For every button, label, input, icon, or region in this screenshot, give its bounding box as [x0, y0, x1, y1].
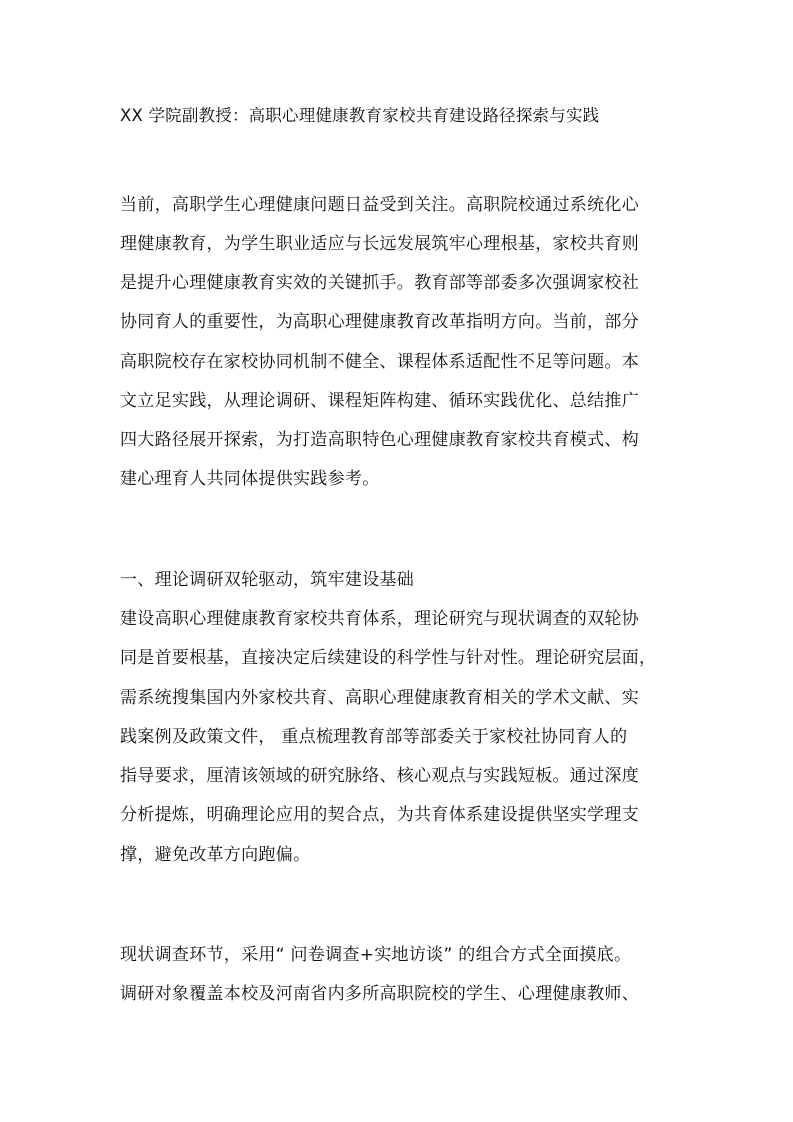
text-line: 践案例及政策文件， 重点梳理教育部等部委关于家校社协同育人的 [120, 727, 628, 747]
text-line: 理健康教育，为学生职业适应与长远发展筑牢心理根基，家校共育则 [120, 234, 639, 254]
text-line: 四大路径展开探索，为打造高职特色心理健康教育家校共育模式、构 [120, 430, 639, 450]
document-title: XX 学院副教授：高职心理健康教育家校共育建设路径探索与实践 [120, 106, 600, 125]
text-line: 分析提炼，明确理论应用的契合点，为共育体系建设提供坚实学理支 [120, 805, 639, 825]
text-line: 建设高职心理健康教育家校共育体系，理论研究与现状调查的双轮协 [120, 609, 639, 629]
text-line: 文立足实践，从理论调研、课程矩阵构建、循环实践优化、总结推广 [120, 391, 639, 411]
text-line: 需系统搜集国内外家校共育、高职心理健康教育相关的学术文献、实 [120, 688, 639, 708]
section-heading: 一、理论调研双轮驱动，筑牢建设基础 [120, 570, 415, 590]
text-line: 高职院校存在家校协同机制不健全、课程体系适配性不足等问题。本 [120, 352, 639, 372]
text-line: 撑，避免改革方向跑偏。 [120, 845, 311, 865]
text-line: 当前，高职学生心理健康问题日益受到关注。高职院校通过系统化心 [120, 195, 639, 215]
text-line: 同是首要根基，直接决定后续建设的科学性与针对性。理论研究层面， [120, 648, 657, 668]
text-line: 协同育人的重要性，为高职心理健康教育改革指明方向。当前，部分 [120, 312, 639, 332]
text-line: 调研对象覆盖本校及河南省内多所高职院校的学生、心理健康教师、 [120, 984, 639, 1004]
text-line: 现状调查环节，采用“ 问卷调查+实地访谈” 的组合方式全面摸底。 [120, 945, 632, 965]
text-line: 是提升心理健康教育实效的关键抓手。教育部等部委多次强调家校社 [120, 273, 639, 293]
text-line: 建心理育人共同体提供实践参考。 [120, 469, 380, 489]
text-line: 指导要求，厘清该领域的研究脉络、核心观点与实践短板。通过深度 [120, 766, 639, 786]
